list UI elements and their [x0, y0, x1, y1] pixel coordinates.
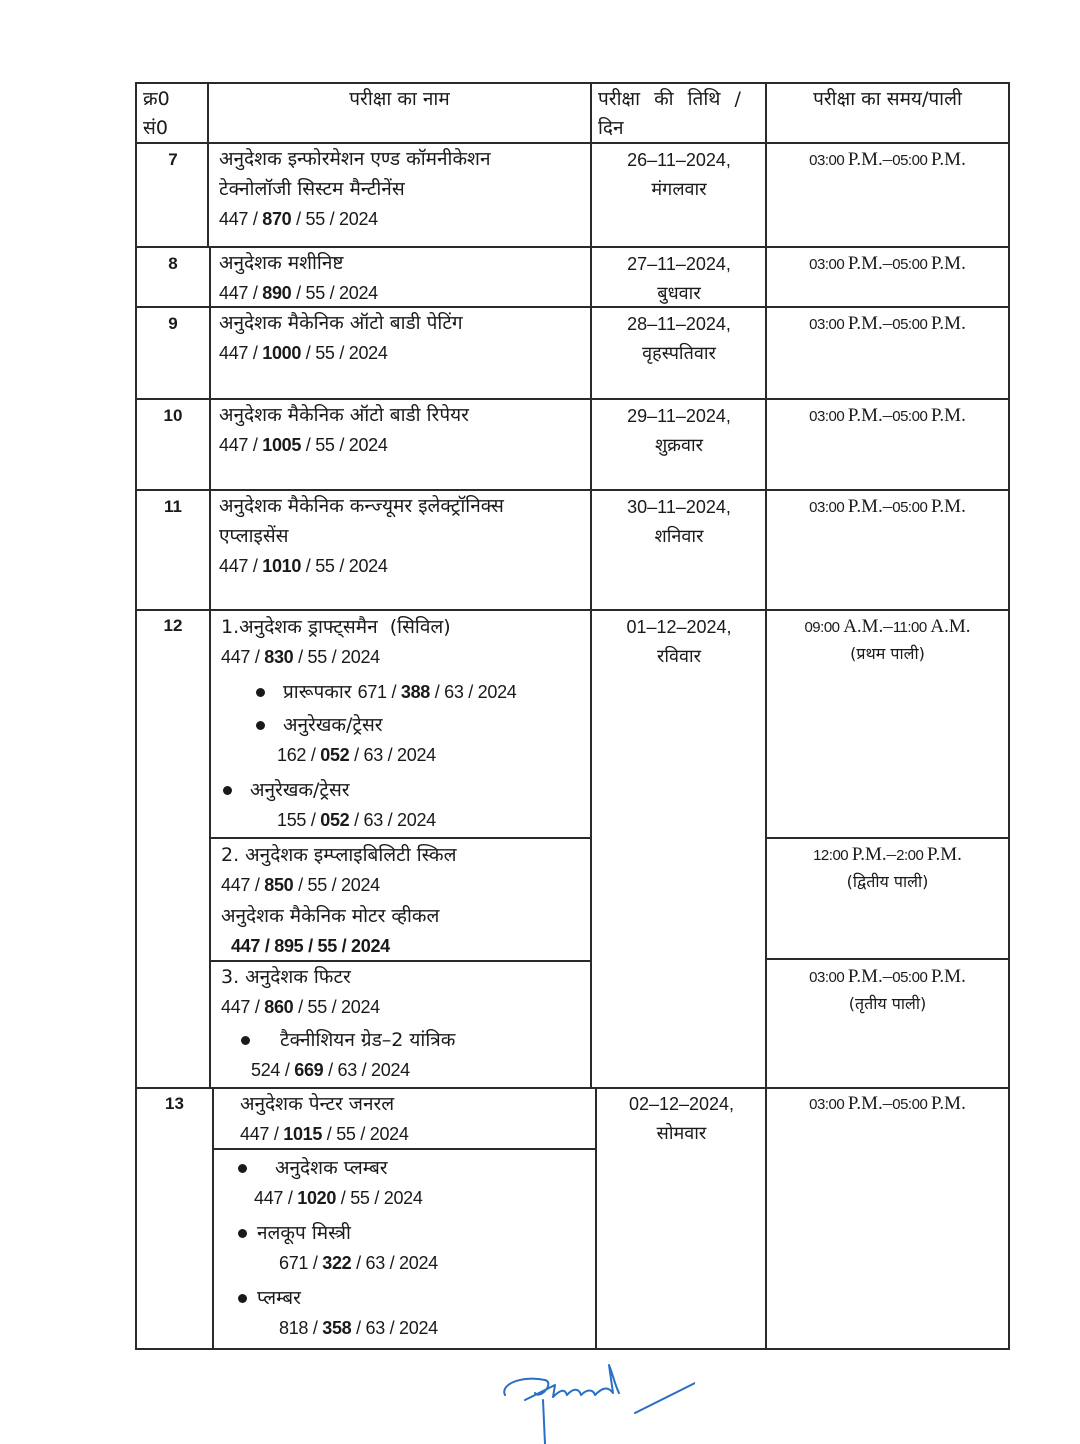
code-separator: / [308, 1253, 323, 1273]
exam-time [767, 1087, 1008, 1118]
time-range [767, 842, 1008, 869]
start-time: 03:00 [809, 408, 848, 425]
end-time: 05:00 [892, 256, 931, 273]
code-part-bold: 860 [264, 997, 294, 1017]
code-part-bold: 895 [274, 936, 304, 956]
code-separator: / [369, 1188, 384, 1208]
code-separator: / [250, 997, 265, 1017]
exam-name: 3. अनुदेशक फिटर [221, 966, 351, 988]
code-separator: / [351, 1318, 366, 1338]
row-serial: 12 [163, 616, 183, 635]
bullet-icon [238, 1164, 247, 1173]
code-separator: / [384, 1318, 400, 1338]
sub-exam-name: प्रारूपकार [283, 681, 352, 703]
time-range [767, 614, 1008, 641]
code-part: 447 [219, 435, 249, 455]
code-part-bold: 1000 [262, 343, 302, 363]
end-time: 05:00 [892, 969, 931, 986]
date-text: 28–11–2024, [627, 314, 731, 334]
end-ampm: P.M. [930, 149, 966, 170]
end-time: 05:00 [892, 1096, 931, 1113]
code-part: 2024 [341, 875, 380, 895]
time-range [767, 403, 1008, 430]
code-separator: / [324, 283, 340, 303]
end-time: 05:00 [892, 499, 931, 516]
exam-name: अनुदेशक पेन्टर जनरल [240, 1093, 395, 1115]
exam-code [221, 740, 589, 771]
row-serial: 11 [164, 497, 182, 516]
time-range [767, 147, 1008, 174]
header-time-shift-text: परीक्षा का समय/पाली [813, 88, 962, 110]
code-part: 155 [277, 810, 307, 830]
end-ampm: P.M. [930, 253, 966, 274]
time-range [767, 964, 1008, 991]
exam-date [592, 145, 766, 205]
table-border [1008, 82, 1010, 1350]
bullet-icon [256, 688, 265, 697]
shift-label: (प्रथम पाली) [850, 644, 925, 663]
code-part-bold: 1005 [262, 435, 302, 455]
signature-icon [495, 1355, 695, 1444]
code-separator: / [326, 647, 342, 667]
code-separator: / [303, 936, 318, 956]
code-separator: / [280, 1060, 295, 1080]
start-ampm: P.M.– [847, 966, 893, 987]
exam-name: अनुदेशक मैकेनिक ऑटो बाडी रिपेयर [219, 404, 469, 426]
code-part-bold: 388 [400, 682, 431, 702]
day-text: शनिवार [654, 526, 704, 547]
exam-code [240, 1119, 594, 1150]
code-part: 2024 [371, 1060, 410, 1080]
exam-group-3 [211, 962, 589, 1086]
start-ampm: P.M.– [847, 253, 893, 274]
start-ampm: P.M.– [847, 405, 893, 426]
exam-time-shift-2 [767, 838, 1008, 895]
code-separator: / [248, 209, 263, 229]
day-text: सोमवार [656, 1123, 707, 1144]
exam-name: 1.अनुदेशक ड्राफ्ट्समैन (सिविल) [221, 616, 451, 638]
exam-group-1 [211, 612, 589, 836]
start-ampm: P.M.– [847, 1093, 893, 1114]
end-ampm: P.M. [927, 844, 962, 865]
header-serial-line: क्र0 [143, 88, 170, 110]
code-part-bold: 850 [264, 875, 294, 895]
code-part: 2024 [399, 1253, 438, 1273]
code-part-bold: 870 [262, 209, 292, 229]
code-separator: / [250, 647, 265, 667]
code-separator: / [306, 745, 321, 765]
code-separator: / [248, 343, 263, 363]
exam-code [219, 430, 589, 461]
date-text: 01–12–2024, [626, 617, 732, 637]
header-serial [143, 85, 170, 143]
code-part: 2024 [339, 209, 378, 229]
day-text: मंगलवार [651, 179, 707, 200]
code-part: 63 [365, 1253, 385, 1273]
code-separator: / [430, 682, 445, 702]
exam-date [592, 249, 766, 309]
time-range [767, 311, 1008, 338]
exam-date [592, 309, 766, 369]
exam-code [221, 931, 589, 962]
code-part: 55 [315, 556, 335, 576]
code-part: 63 [444, 682, 464, 702]
code-separator: / [269, 1124, 284, 1144]
header-date-line: परीक्षा की तिथि / [598, 88, 741, 110]
code-separator: / [291, 283, 306, 303]
code-part: 671 [357, 682, 387, 702]
day-text: शुक्रवार [654, 435, 704, 456]
code-part: 2024 [348, 556, 388, 576]
code-part: 2024 [399, 1318, 438, 1338]
day-text: बुधवार [657, 283, 701, 304]
end-ampm: P.M. [930, 496, 966, 517]
code-part: 55 [307, 875, 327, 895]
sub-exam-name: अनुरेखक/ट्रेसर [250, 779, 350, 801]
exam-time [767, 247, 1008, 278]
bullet-icon [223, 786, 232, 795]
start-ampm: A.M.– [843, 616, 893, 637]
code-part: 671 [279, 1253, 309, 1273]
exam-time-shift-3 [767, 960, 1008, 1017]
date-text: 30–11–2024, [627, 497, 731, 517]
code-part: 2024 [339, 283, 378, 303]
code-separator: / [349, 745, 364, 765]
code-part: 524 [251, 1060, 281, 1080]
end-ampm: P.M. [930, 313, 966, 334]
code-part: 55 [336, 1124, 356, 1144]
bullet-icon [256, 721, 265, 730]
code-separator: / [248, 556, 263, 576]
row-serial: 13 [165, 1094, 184, 1113]
start-ampm: P.M.– [847, 313, 893, 334]
exam-time-shift-1 [767, 610, 1008, 667]
exam-name: अनुदेशक मैकेनिक ऑटो बाडी पेटिंग [219, 312, 463, 334]
exam-time [767, 490, 1008, 521]
bullet-icon [238, 1294, 247, 1303]
date-text: 27–11–2024, [627, 254, 731, 274]
code-part-bold: 052 [320, 745, 350, 765]
code-part: 2024 [397, 745, 436, 765]
start-time: 03:00 [809, 152, 848, 169]
code-part: 55 [350, 1188, 370, 1208]
row-serial: 9 [168, 314, 178, 333]
code-part: 2024 [348, 343, 388, 363]
exam-time [767, 143, 1008, 174]
code-part: 55 [307, 997, 327, 1017]
exam-code [221, 870, 589, 901]
sub-exam-name: टैक्नीशियन ग्रेड–2 यांत्रिक [280, 1029, 456, 1051]
start-time: 09:00 [804, 619, 844, 636]
header-day-line: दिन [598, 117, 624, 139]
day-text: रविवार [656, 646, 702, 667]
shift-label: (तृतीय पाली) [848, 994, 927, 1013]
exam-main [214, 1089, 594, 1150]
code-part: 63 [337, 1060, 357, 1080]
start-time: 03:00 [809, 316, 848, 333]
code-part: 818 [279, 1318, 309, 1338]
exam-group-2 [211, 840, 589, 962]
sub-exam-item [224, 1283, 594, 1313]
start-time: 12:00 [813, 847, 852, 864]
code-part: 447 [254, 1188, 284, 1208]
time-range [767, 251, 1008, 278]
code-separator: / [293, 997, 308, 1017]
code-separator: / [336, 1188, 351, 1208]
row-serial: 8 [168, 254, 178, 273]
code-separator: / [283, 1188, 298, 1208]
exam-name: 2. अनुदेशक इम्प्लाइबिलिटी स्किल [221, 844, 457, 866]
sub-exam-name: अनुरेखक/ट्रेसर [283, 714, 383, 736]
code-separator: / [334, 556, 349, 576]
sub-exam-name: अनुदेशक प्लम्बर [275, 1157, 388, 1179]
bullet-icon [238, 1229, 247, 1238]
exam-code [221, 1055, 589, 1086]
exam-date [592, 401, 766, 461]
code-separator: / [248, 435, 263, 455]
code-separator: / [463, 682, 478, 702]
header-exam-name [209, 85, 590, 114]
date-text: 29–11–2024, [627, 406, 731, 426]
exam-name-cell [209, 248, 589, 309]
end-ampm: P.M. [930, 1093, 966, 1114]
code-separator: / [351, 1253, 366, 1273]
code-separator: / [326, 875, 342, 895]
code-part: 2024 [341, 997, 380, 1017]
code-part: 55 [315, 435, 335, 455]
code-part: 447 [231, 936, 261, 956]
exam-date [592, 612, 766, 672]
code-separator: / [301, 556, 316, 576]
code-part: 63 [363, 745, 383, 765]
start-ampm: P.M.– [851, 844, 897, 865]
code-part: 55 [305, 209, 325, 229]
code-part-bold: 1020 [297, 1188, 337, 1208]
code-part-bold: 1010 [262, 556, 302, 576]
table-border [135, 1348, 1009, 1350]
header-date-day [598, 85, 758, 143]
exam-name-cell [209, 400, 589, 461]
code-separator: / [324, 209, 340, 229]
exam-code [221, 642, 589, 673]
header-time-shift [767, 85, 1008, 114]
code-separator: / [322, 1124, 337, 1144]
code-separator: / [336, 936, 352, 956]
exam-code [358, 682, 517, 702]
exam-code [219, 278, 589, 309]
sub-exam-item [221, 677, 589, 708]
code-part: 162 [277, 745, 307, 765]
code-part: 447 [219, 209, 249, 229]
code-part: 2024 [348, 435, 388, 455]
code-part: 2024 [369, 1124, 409, 1144]
start-time: 03:00 [809, 499, 848, 516]
code-part: 55 [315, 343, 335, 363]
sub-exam-item [221, 775, 589, 805]
code-part: 2024 [397, 810, 436, 830]
shift-label: (द्वितीय पाली) [846, 872, 929, 891]
exam-code [221, 805, 589, 836]
code-separator: / [334, 343, 349, 363]
sub-exam-name: नलकूप मिस्त्री [257, 1222, 351, 1244]
code-separator: / [293, 875, 308, 895]
exam-code [224, 1313, 594, 1344]
code-separator: / [326, 997, 342, 1017]
end-time: 05:00 [892, 152, 931, 169]
code-separator: / [293, 647, 308, 667]
code-separator: / [250, 875, 265, 895]
sub-exam-item [224, 1153, 594, 1183]
code-part-bold: 830 [264, 647, 294, 667]
exam-name: एप्लाइसेंस [219, 525, 289, 547]
exam-code [224, 1183, 594, 1214]
code-part: 447 [219, 343, 249, 363]
exam-subitems [214, 1153, 594, 1344]
code-part: 447 [221, 647, 251, 667]
start-time: 03:00 [809, 256, 848, 273]
exam-name-cell [209, 491, 589, 582]
end-time: 05:00 [892, 408, 931, 425]
date-text: 02–12–2024, [628, 1094, 735, 1114]
exam-name: अनुदेशक मैकेनिक कन्ज्यूमर इलेक्ट्रॉनिक्स [219, 495, 504, 517]
date-text: 26–11–2024, [627, 150, 731, 170]
exam-name: अनुदेशक इन्फोरमेशन एण्ड कॉमनीकेशन [219, 148, 491, 170]
code-separator: / [384, 1253, 400, 1273]
day-text: वृहस्पतिवार [642, 343, 716, 364]
code-part: 447 [240, 1124, 270, 1144]
code-part-bold: 322 [322, 1253, 352, 1273]
exam-code [219, 551, 589, 582]
table-border [135, 82, 1009, 84]
code-separator: / [301, 343, 316, 363]
sub-exam-name: प्लम्बर [257, 1287, 301, 1309]
code-part: 2024 [341, 647, 380, 667]
end-ampm: A.M. [930, 616, 971, 637]
code-part: 447 [221, 875, 251, 895]
code-separator: / [291, 209, 306, 229]
end-time: 11:00 [892, 619, 931, 636]
code-separator: / [306, 810, 321, 830]
row-serial: 7 [168, 150, 178, 169]
subrow-divider [209, 837, 591, 839]
code-part-bold: 669 [294, 1060, 324, 1080]
code-part-bold: 1015 [283, 1124, 323, 1144]
time-range [767, 494, 1008, 521]
header-serial-line: सं0 [143, 117, 168, 139]
code-part-bold: 358 [322, 1318, 352, 1338]
exam-code [219, 338, 589, 369]
code-part: 447 [219, 556, 249, 576]
start-time: 03:00 [809, 1096, 848, 1113]
code-separator: / [323, 1060, 338, 1080]
column-divider [590, 82, 592, 1087]
exam-name: अनुदेशक मैकेनिक मोटर व्हीकल [221, 905, 440, 927]
exam-time [767, 307, 1008, 338]
code-part: 63 [363, 810, 383, 830]
exam-name-cell [209, 308, 589, 369]
code-part-bold: 890 [262, 283, 292, 303]
exam-name: टेक्नोलॉजी सिस्टम मैन्टीनेंस [219, 178, 405, 200]
exam-time [767, 399, 1008, 430]
end-ampm: P.M. [930, 405, 966, 426]
bullet-icon [241, 1036, 250, 1045]
code-separator: / [382, 745, 398, 765]
code-part: 55 [305, 283, 325, 303]
code-separator: / [382, 810, 398, 830]
code-part: 55 [307, 647, 327, 667]
code-part: 2024 [351, 936, 390, 956]
code-separator: / [260, 936, 275, 956]
end-time: 05:00 [892, 316, 931, 333]
row-serial: 10 [163, 406, 183, 425]
start-time: 03:00 [809, 969, 848, 986]
exam-date [597, 1089, 766, 1149]
exam-code [221, 992, 589, 1023]
sub-exam-item [224, 1218, 594, 1248]
exam-name-cell [209, 144, 589, 235]
code-separator: / [356, 1060, 372, 1080]
code-separator: / [349, 810, 364, 830]
code-separator: / [308, 1318, 323, 1338]
start-ampm: P.M.– [847, 149, 893, 170]
code-separator: / [355, 1124, 370, 1144]
exam-code [224, 1248, 594, 1279]
header-exam-name-text: परीक्षा का नाम [349, 88, 450, 110]
code-separator: / [248, 283, 263, 303]
end-time: 2:00 [896, 847, 928, 864]
exam-date [592, 492, 766, 552]
exam-name: अनुदेशक मशीनिष्ट [219, 252, 344, 274]
code-separator: / [386, 682, 401, 702]
time-range [767, 1091, 1008, 1118]
exam-code [219, 204, 589, 235]
code-part: 55 [317, 936, 337, 956]
code-part: 447 [221, 997, 251, 1017]
code-part: 2024 [477, 682, 517, 702]
code-part-bold: 052 [320, 810, 350, 830]
code-part: 447 [219, 283, 249, 303]
code-separator: / [334, 435, 349, 455]
code-part: 63 [365, 1318, 385, 1338]
start-ampm: P.M.– [847, 496, 893, 517]
sub-exam-item [221, 710, 589, 740]
sub-exam-item [221, 1025, 589, 1055]
end-ampm: P.M. [930, 966, 966, 987]
code-separator: / [301, 435, 316, 455]
code-part: 2024 [383, 1188, 423, 1208]
